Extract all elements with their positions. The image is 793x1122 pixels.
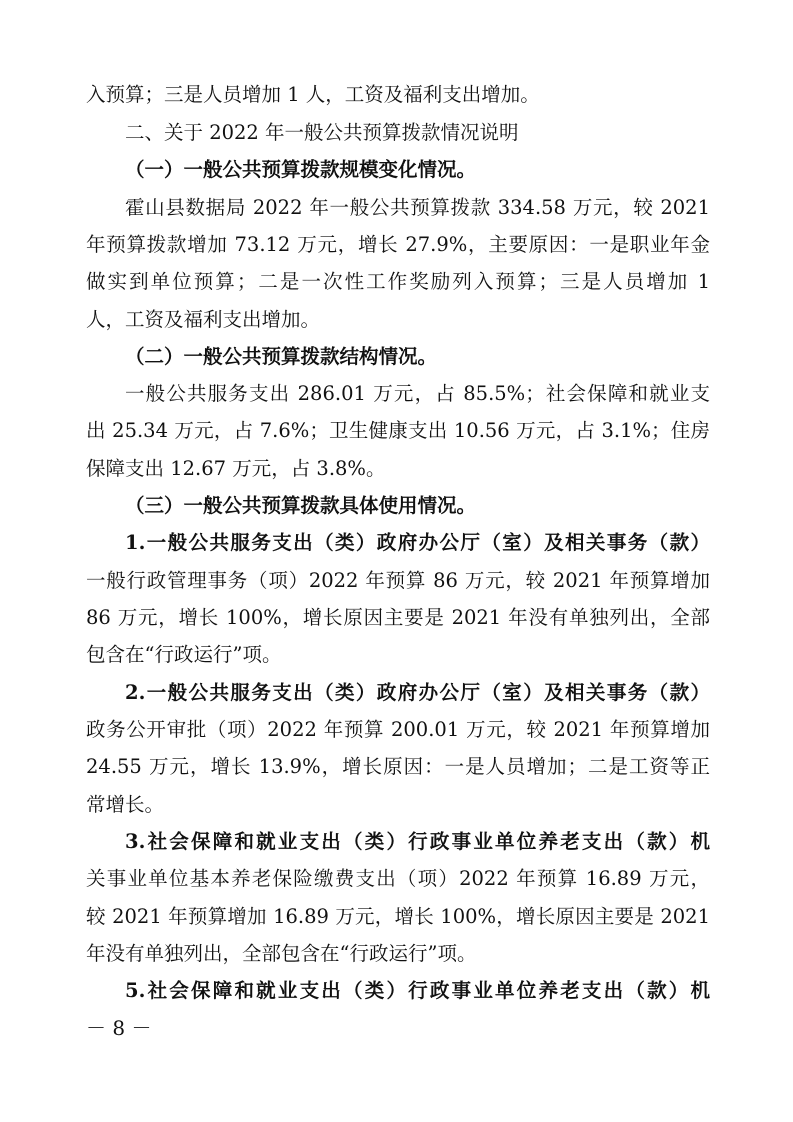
- paragraph-line: 5.社会保障和就业支出（类）行政事业单位养老支出（款）机: [125, 979, 710, 1002]
- paragraph-line: 二、关于 2022 年一般公共预算拨款情况说明: [125, 121, 519, 144]
- paragraph-line: （三）一般公共预算拨款具体使用情况。: [125, 494, 477, 517]
- paragraph-line: 包含在“行政运行”项。: [86, 643, 282, 666]
- paragraph-line: 1.一般公共服务支出（类）政府办公厅（室）及相关事务（款）: [125, 531, 710, 554]
- paragraph-line: 关事业单位基本养老保险缴费支出（项）2022 年预算 16.89 万元，: [86, 867, 710, 890]
- paragraph-line: 人，工资及福利支出增加。: [86, 308, 321, 331]
- paragraph-line: 常增长。: [86, 793, 165, 816]
- paragraph-line: （二）一般公共预算拨款结构情况。: [125, 345, 438, 368]
- page-number: － 8 －: [86, 1016, 152, 1040]
- paragraph-line: 较 2021 年预算增加 16.89 万元，增长 100%，增长原因主要是 2021: [86, 905, 710, 928]
- paragraph-line: 一般公共服务支出 286.01 万元，占 85.5%；社会保障和就业支: [125, 382, 710, 405]
- paragraph-line: 3.社会保障和就业支出（类）行政事业单位养老支出（款）机: [125, 830, 710, 853]
- paragraph-line: 年预算拨款增加 73.12 万元，增长 27.9%，主要原因：一是职业年金: [86, 233, 710, 256]
- paragraph-line: 霍山县数据局 2022 年一般公共预算拨款 334.58 万元，较 2021: [125, 196, 710, 219]
- paragraph-line: 入预算；三是人员增加 1 人，工资及福利支出增加。: [86, 83, 540, 106]
- paragraph-line: 保障支出 12.67 万元，占 3.8%。: [86, 457, 386, 480]
- paragraph-line: 24.55 万元，增长 13.9%，增长原因：一是人员增加；二是工资等正: [86, 755, 710, 778]
- paragraph-line: 86 万元，增长 100%，增长原因主要是 2021 年没有单独列出，全部: [86, 606, 710, 629]
- paragraph-line: 年没有单独列出，全部包含在“行政运行”项。: [86, 942, 477, 965]
- paragraph-line: 出 25.34 万元，占 7.6%；卫生健康支出 10.56 万元，占 3.1%；住房: [86, 419, 710, 442]
- paragraph-line: 2.一般公共服务支出（类）政府办公厅（室）及相关事务（款）: [125, 681, 710, 704]
- paragraph-line: 一般行政管理事务（项）2022 年预算 86 万元，较 2021 年预算增加: [86, 569, 710, 592]
- paragraph-line: 做实到单位预算；二是一次性工作奖励列入预算；三是人员增加 1: [86, 270, 710, 293]
- paragraph-line: 政务公开审批（项）2022 年预算 200.01 万元，较 2021 年预算增加: [86, 718, 710, 741]
- paragraph-line: （一）一般公共预算拨款规模变化情况。: [125, 158, 477, 181]
